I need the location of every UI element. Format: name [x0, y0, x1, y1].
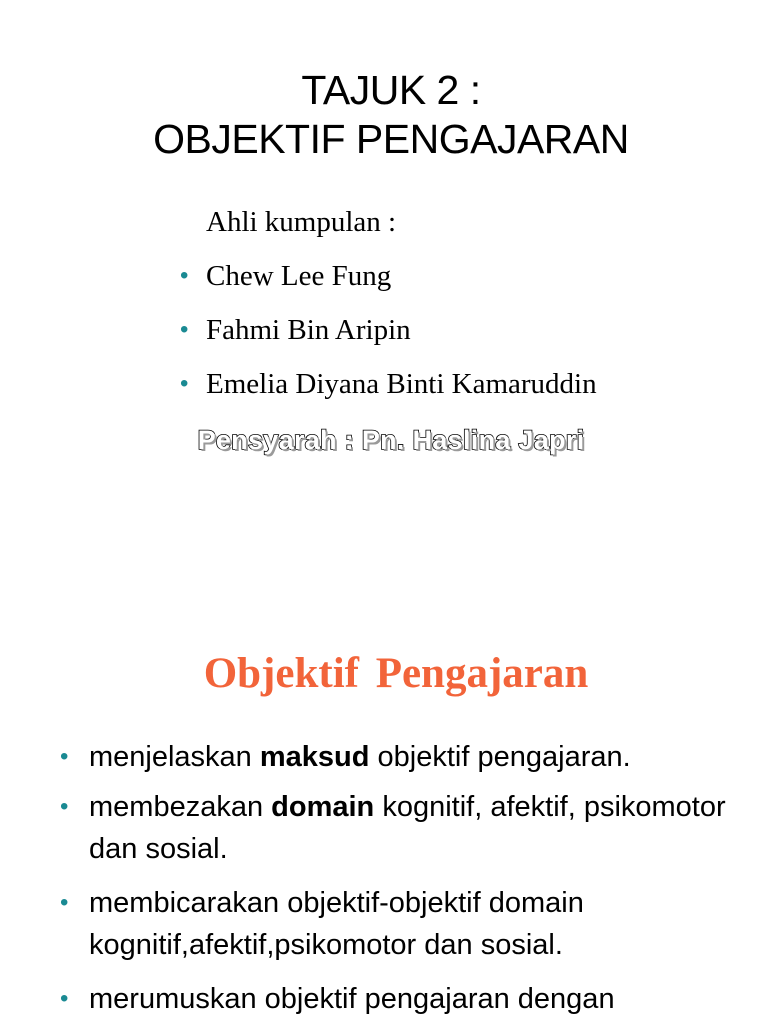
member-name: Emelia Diyana Binti Kamaruddin: [206, 368, 597, 400]
member-name: Chew Lee Fung: [206, 260, 392, 292]
group-members-list: [180, 195, 597, 411]
objective-item: [60, 786, 760, 870]
objective-item: [60, 978, 760, 1020]
member-name: Fahmi Bin Aripin: [206, 314, 411, 346]
slide-title-heading: [0, 66, 768, 164]
objective-text-after: objektif pengajaran.: [369, 741, 631, 773]
bullet-icon: •: [180, 316, 189, 343]
slide-objectives: [0, 512, 768, 1024]
bullet-icon: •: [180, 370, 189, 397]
objective-keyword: domain: [271, 791, 375, 823]
title-line-topic: TAJUK 2 :: [301, 67, 481, 113]
objective-text: membicarakan objektif-objektif domain kognitif,afektif,psikomotor dan sosial.: [89, 887, 584, 961]
objective-item: [60, 736, 760, 778]
member-item: [180, 249, 597, 303]
bullet-icon: •: [60, 743, 69, 770]
bullet-icon: •: [60, 985, 69, 1012]
bullet-icon: •: [60, 889, 69, 916]
objective-item: [60, 882, 760, 966]
slide-title: [0, 0, 768, 512]
member-item: [180, 357, 597, 411]
objective-text-before: menjelaskan: [89, 741, 260, 773]
bullet-icon: •: [60, 793, 69, 820]
lecturer-name: Pensyarah : Pn. Haslina Japri: [197, 425, 585, 455]
objective-text-after: kognitif, afektif, psikomotor dan sosial.: [89, 791, 726, 865]
member-item: [180, 303, 597, 357]
objective-text-before: membezakan: [89, 791, 272, 823]
bullet-icon: •: [180, 262, 189, 289]
title-line-subject: OBJEKTIF PENGAJARAN: [153, 116, 629, 162]
objectives-list: [60, 736, 760, 1032]
objective-keyword: maksud: [259, 741, 370, 773]
objectives-title: Objektif Pengajaran: [203, 650, 589, 697]
objective-text: merumuskan objektif pengajaran dengan: [89, 983, 615, 1015]
members-heading: Ahli kumpulan :: [206, 206, 397, 238]
